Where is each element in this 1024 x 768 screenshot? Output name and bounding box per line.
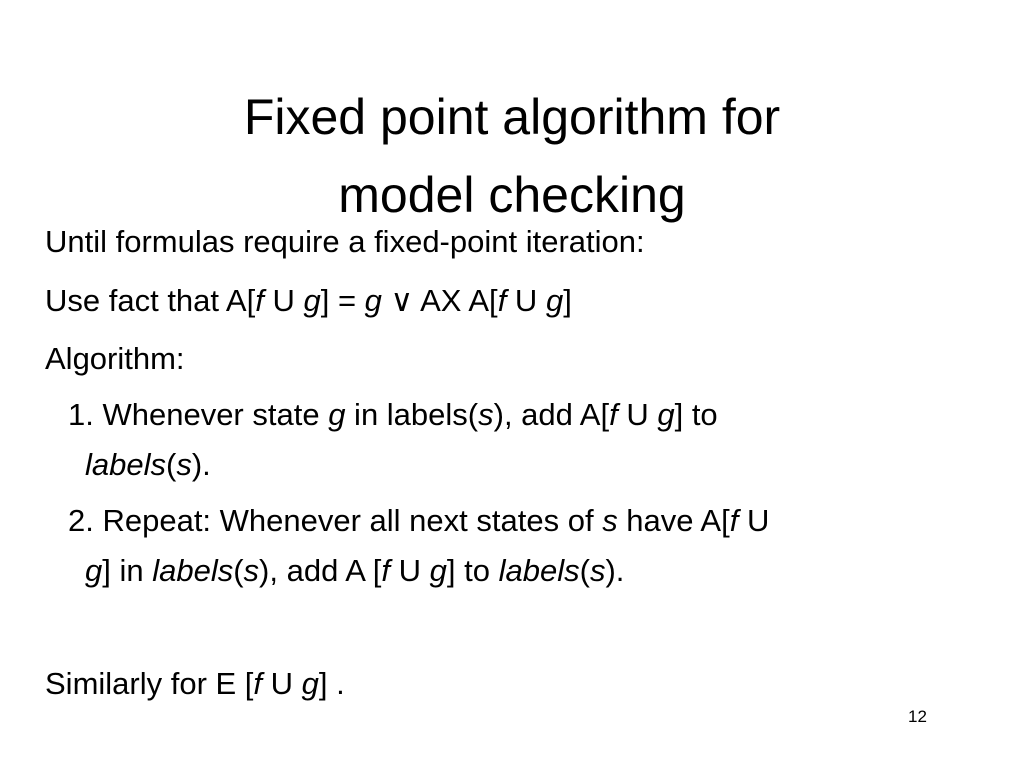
text-segment: ( bbox=[166, 447, 177, 482]
text-segment: Use fact that A[ bbox=[45, 283, 256, 318]
body-text: Until formulas require a fixed-point iteration: bbox=[45, 224, 645, 259]
formula-variable-g: g bbox=[301, 666, 319, 701]
formula-variable-f: f bbox=[497, 283, 507, 318]
formula-labels: labels bbox=[498, 553, 580, 588]
text-segment: ] to bbox=[674, 397, 718, 432]
text-segment: 1. Whenever state bbox=[68, 397, 329, 432]
formula-variable-f: f bbox=[381, 553, 391, 588]
body-line-algorithm bbox=[45, 339, 185, 379]
algorithm-step-2-continued bbox=[85, 551, 624, 591]
formula-variable-g: g bbox=[303, 283, 321, 318]
text-segment: ). bbox=[191, 447, 211, 482]
formula-variable-s: s bbox=[176, 447, 192, 482]
text-segment: in labels( bbox=[345, 397, 479, 432]
text-segment: have A[ bbox=[617, 503, 730, 538]
formula-labels: labels bbox=[152, 553, 234, 588]
body-text: Algorithm: bbox=[45, 341, 185, 376]
formula-variable-f: f bbox=[253, 666, 263, 701]
formula-variable-g: g bbox=[85, 553, 103, 588]
formula-variable-f: f bbox=[609, 397, 618, 432]
text-segment: ] = bbox=[320, 283, 365, 318]
slide-title-line-2: model checking bbox=[338, 167, 686, 223]
text-segment: U bbox=[738, 503, 770, 538]
text-segment: ∨ AX A[ bbox=[381, 283, 498, 318]
text-segment: ] bbox=[563, 283, 572, 318]
slide-title bbox=[0, 78, 1024, 234]
formula-variable-g: g bbox=[657, 397, 675, 432]
text-segment: 2. Repeat: Whenever all next states of bbox=[68, 503, 603, 538]
formula-variable-f: f bbox=[729, 503, 739, 538]
text-segment: ), add A [ bbox=[259, 553, 382, 588]
text-segment: ] to bbox=[446, 553, 499, 588]
formula-variable-s: s bbox=[243, 553, 260, 588]
formula-variable-f: f bbox=[255, 283, 264, 318]
text-segment: ( bbox=[233, 553, 244, 588]
text-segment: U bbox=[506, 283, 546, 318]
text-segment: ] in bbox=[102, 553, 153, 588]
formula-variable-g: g bbox=[429, 553, 447, 588]
text-segment: U bbox=[390, 553, 430, 588]
formula-variable-s: s bbox=[589, 553, 606, 588]
text-segment: ). bbox=[605, 553, 625, 588]
formula-variable-g: g bbox=[328, 397, 346, 432]
text-segment: ] . bbox=[318, 666, 345, 701]
formula-variable-g: g bbox=[364, 283, 382, 318]
formula-variable-s: s bbox=[478, 397, 494, 432]
body-line-until-formulas bbox=[45, 222, 645, 262]
slide-title-line-1: Fixed point algorithm for bbox=[243, 89, 781, 145]
body-line-use-fact bbox=[45, 281, 572, 321]
text-segment: Similarly for E [ bbox=[45, 666, 254, 701]
body-line-similarly bbox=[45, 664, 345, 704]
text-segment: U bbox=[263, 283, 304, 318]
text-segment: ), add A[ bbox=[493, 397, 610, 432]
text-segment: U bbox=[262, 666, 302, 701]
algorithm-step-1-continued bbox=[85, 445, 211, 485]
text-segment: ( bbox=[579, 553, 590, 588]
algorithm-step-1 bbox=[68, 395, 718, 435]
formula-labels: labels bbox=[85, 447, 166, 482]
formula-variable-g: g bbox=[545, 283, 564, 318]
slide-page-number: 12 bbox=[908, 707, 927, 726]
algorithm-step-2 bbox=[68, 501, 769, 541]
formula-variable-s: s bbox=[602, 503, 618, 538]
text-segment: U bbox=[617, 397, 658, 432]
